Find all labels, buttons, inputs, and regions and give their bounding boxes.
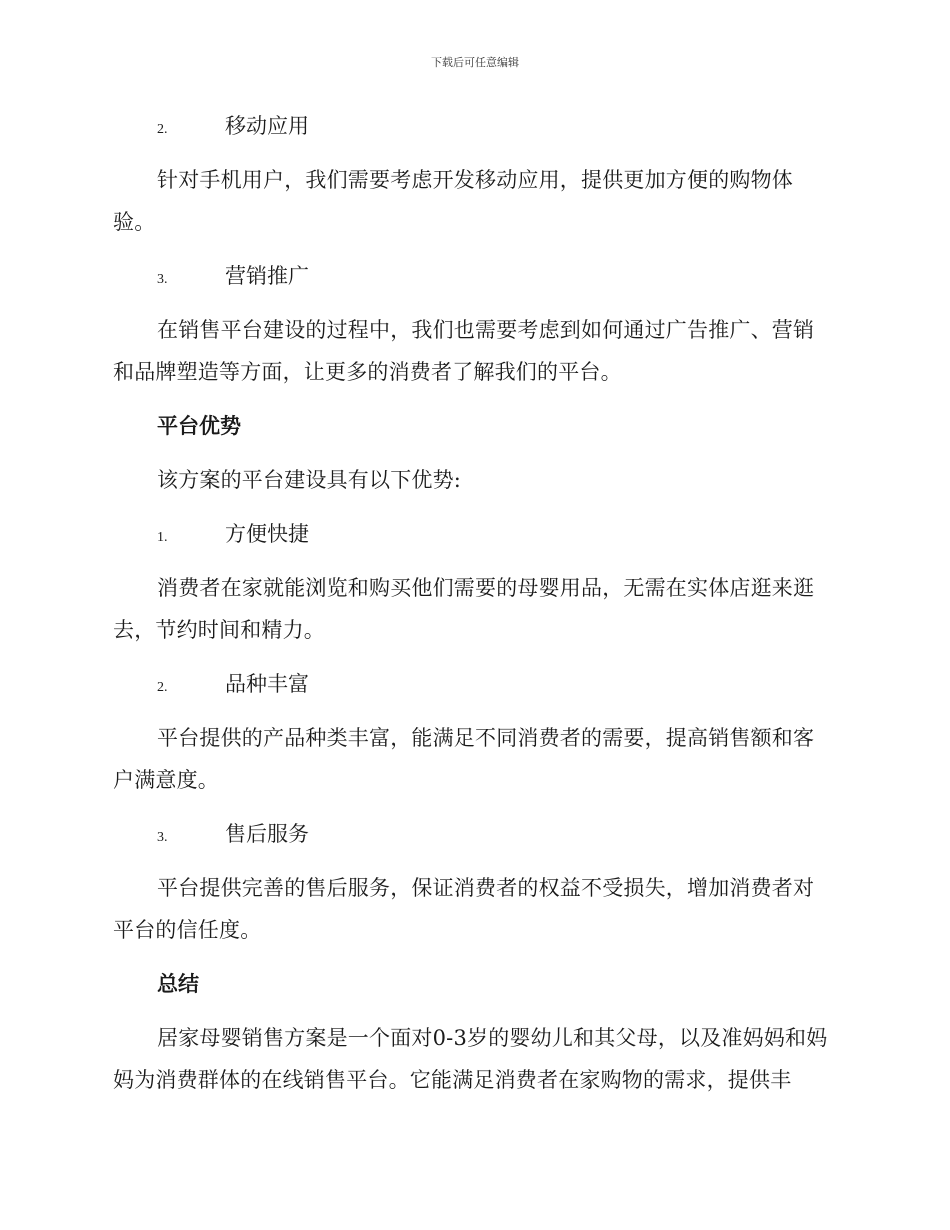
paragraph: 平台提供的产品种类丰富，能满足不同消费者的需要，提高销售额和客户满意度。 [113,726,815,792]
list-heading [157,106,833,146]
list-heading [157,514,833,554]
list-heading [157,256,833,296]
paragraph: 在销售平台建设的过程中，我们也需要考虑到如何通过广告推广、营销和品牌塑造等方面，让更多的消费者了解我们的平台。 [113,318,815,384]
list-title: 方便快捷 [225,522,309,546]
page-header: 下载后可任意编辑 [431,56,519,69]
list-heading [157,814,833,854]
list-title: 售后服务 [225,822,309,846]
list-number: 1. [157,530,168,545]
section-heading: 平台优势 [157,414,241,438]
list-number: 3. [157,272,168,287]
list-number: 2. [157,680,168,695]
list-title: 移动应用 [225,114,309,138]
list-heading [157,664,833,704]
list-number: 3. [157,830,168,845]
paragraph: 平台提供完善的售后服务，保证消费者的权益不受损失，增加消费者对平台的信任度。 [113,876,815,942]
paragraph: 该方案的平台建设具有以下优势: [157,468,462,492]
section-heading: 总结 [157,972,199,996]
list-title: 营销推广 [225,264,309,288]
paragraph: 居家母婴销售方案是一个面对0-3岁的婴幼儿和其父母，以及准妈妈和妈妈为消费群体的在线销售平台。它能满足消费者在家购物的需求，提供丰 [113,1026,828,1092]
list-number: 2. [157,122,168,137]
document-body [113,106,833,1114]
paragraph: 针对手机用户，我们需要考虑开发移动应用，提供更加方便的购物体验。 [113,168,793,234]
paragraph: 消费者在家就能浏览和购买他们需要的母婴用品，无需在实体店逛来逛去，节约时间和精力。 [113,576,815,642]
list-title: 品种丰富 [225,672,309,696]
